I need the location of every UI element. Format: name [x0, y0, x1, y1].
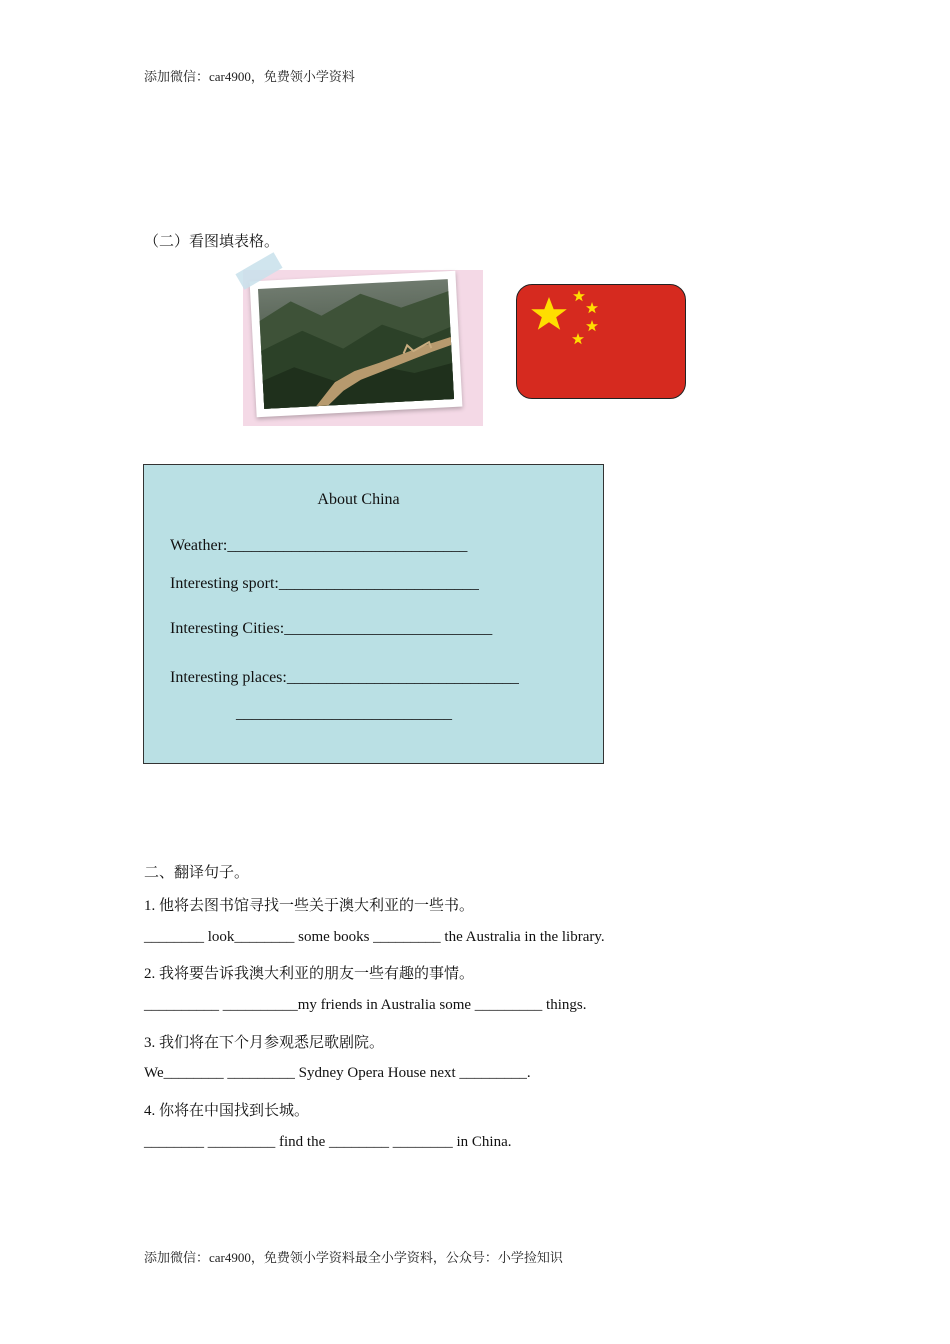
about-china-box: [143, 464, 604, 764]
photo-frame: [250, 271, 463, 418]
interesting-sport-field[interactable]: Interesting sport:_________________________: [170, 575, 479, 592]
sentence-1-chinese: 1. 他将去图书馆寻找一些关于澳大利亚的一些书。: [144, 898, 475, 914]
page-footer: 添加微信：car4900，免费领小学资料最全小学资料，公众号：小学捡知识: [144, 1250, 563, 1265]
sentence-4-chinese: 4. 你将在中国找到长城。: [144, 1103, 310, 1119]
sentence-2-chinese: 2. 我将要告诉我澳大利亚的朋友一些有趣的事情。: [144, 966, 475, 982]
sentence-1-english-blank[interactable]: ________ look________ some books _________ the Australia in the library.: [144, 929, 605, 945]
about-china-title: About China: [317, 491, 400, 508]
interesting-places-field[interactable]: Interesting places:_____________________________: [170, 669, 519, 686]
sentence-2-english-blank[interactable]: __________ __________my friends in Australia some _________ things.: [144, 997, 587, 1013]
sentence-3-english-blank[interactable]: We________ _________ Sydney Opera House next _________.: [144, 1065, 531, 1081]
sentence-4-english-blank[interactable]: ________ _________ find the ________ ________ in China.: [144, 1134, 512, 1150]
great-wall-icon: [250, 271, 463, 418]
page-header: 添加微信：car4900，免费领小学资料: [144, 69, 355, 84]
sentence-3-chinese: 3. 我们将在下个月参观悉尼歌剧院。: [144, 1035, 385, 1051]
flag-stars-icon: [517, 285, 685, 398]
great-wall-photo: [243, 270, 483, 426]
section-heading-translate: 二、翻译句子。: [144, 865, 250, 881]
china-flag: [516, 284, 686, 399]
weather-field[interactable]: Weather:______________________________: [170, 537, 468, 554]
section-heading-fill-table: （二）看图填表格。: [144, 234, 280, 250]
interesting-places-field-continued[interactable]: ___________________________: [236, 705, 452, 722]
interesting-cities-field[interactable]: Interesting Cities:__________________________: [170, 620, 493, 637]
